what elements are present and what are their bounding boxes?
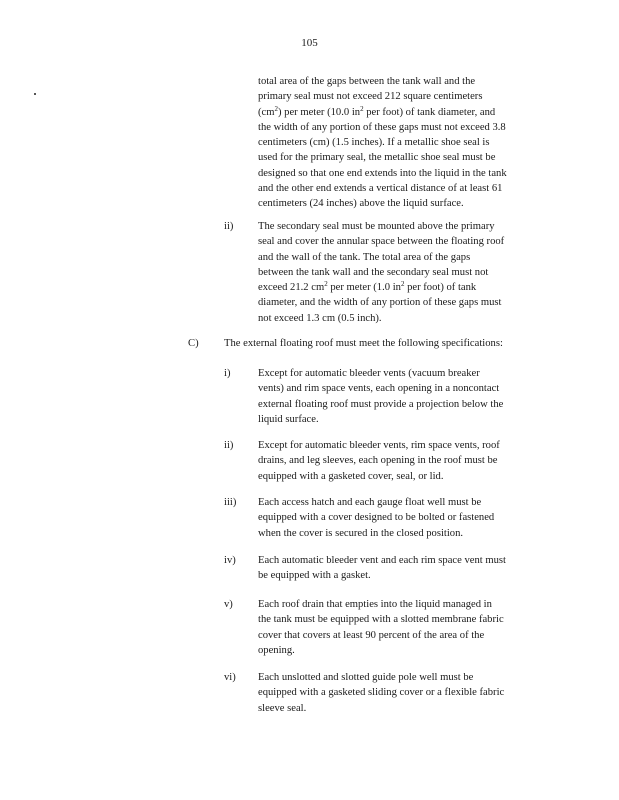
- scan-artifact: [34, 93, 36, 95]
- item-label: iv): [224, 555, 236, 566]
- section-heading: [224, 336, 564, 351]
- text-line: external floating roof must provide a projection below the: [258, 398, 504, 410]
- section-label: C): [188, 338, 199, 349]
- text-line: when the cover is secured in the closed position.: [258, 527, 464, 539]
- text-line: Except for automatic bleeder vents (vacuum breaker: [258, 368, 480, 379]
- page-number: 105: [301, 37, 318, 49]
- list-item: [258, 366, 558, 427]
- text-line: vents) and rim space vents, each opening in a noncontact: [258, 383, 500, 395]
- text-line: sleeve seal.: [258, 702, 307, 714]
- text-line: be equipped with a gasket.: [258, 570, 371, 582]
- item-label: vi): [224, 672, 236, 683]
- text-line: diameter, and the width of any portion of these gaps must: [258, 297, 502, 309]
- text-line: between the tank wall and the secondary seal must not: [258, 266, 489, 278]
- text-line: equipped with a gasketed cover, seal, or lid.: [258, 470, 444, 482]
- text-line: exceed 21.2 $cm^2$ per meter (1.0 $in^2$ per foot) of tank: [258, 280, 477, 294]
- text-line: liquid surface.: [258, 413, 319, 425]
- text-line: opening.: [258, 644, 295, 656]
- list-item: [258, 438, 558, 484]
- list-item: [258, 553, 558, 584]
- text-line: and the other end extends a vertical distance of at least 61: [258, 183, 503, 195]
- text-line: seal and cover the annular space between the floating roof: [258, 236, 505, 248]
- text-line: equipped with a gasketed sliding cover or a flexible fabric: [258, 687, 505, 699]
- text-line: centimeters (24 inches) above the liquid surface.: [258, 198, 464, 210]
- item-label: v): [224, 599, 233, 610]
- text-line: Each unslotted and slotted guide pole well must be: [258, 672, 474, 683]
- text-line: equipped with a cover designed to be bolted or fastened: [258, 512, 495, 524]
- text-line: primary seal must not exceed 212 square centimeters: [258, 91, 483, 103]
- item-label: i): [224, 368, 231, 379]
- text-line: $(cm^2)$ per meter (10.0 $in^2$ per foot) of tank diameter, and: [258, 104, 496, 118]
- continuation-paragraph: [258, 74, 558, 212]
- text-line: centimeters (cm) (1.5 inches). If a metallic shoe seal is: [258, 137, 490, 149]
- text-line: The secondary seal must be mounted above the primary: [258, 221, 495, 232]
- item-label: ii): [224, 221, 234, 232]
- text-line: the width of any portion of these gaps must not exceed 3.8: [258, 121, 506, 133]
- item-label: ii): [224, 440, 234, 451]
- list-item: [258, 670, 558, 716]
- text-line: The external floating roof must meet the following specifications:: [224, 338, 503, 349]
- text-line: cover that covers at least 90 percent of the area of the: [258, 629, 485, 641]
- list-item: [258, 597, 558, 658]
- text-line: Except for automatic bleeder vents, rim space vents, roof: [258, 440, 500, 451]
- text-line: used for the primary seal, the metallic shoe seal must be: [258, 152, 496, 164]
- item-label: iii): [224, 497, 237, 508]
- text-line: and the wall of the tank. The total area of the gaps: [258, 251, 471, 263]
- text-line: not exceed 1.3 cm (0.5 inch).: [258, 312, 382, 324]
- text-line: Each access hatch and each gauge float well must be: [258, 497, 482, 508]
- text-line: the tank must be equipped with a slotted membrane fabric: [258, 614, 504, 626]
- text-line: Each roof drain that empties into the liquid managed in: [258, 599, 492, 610]
- text-line: total area of the gaps between the tank wall and the: [258, 76, 476, 87]
- text-line: Each automatic bleeder vent and each rim space vent must: [258, 555, 506, 566]
- list-item: [258, 495, 558, 541]
- text-line: drains, and leg sleeves, each opening in the roof must be: [258, 455, 498, 467]
- text-line: designed so that one end extends into the liquid in the tank: [258, 167, 507, 179]
- secondary-seal-paragraph: [258, 219, 558, 326]
